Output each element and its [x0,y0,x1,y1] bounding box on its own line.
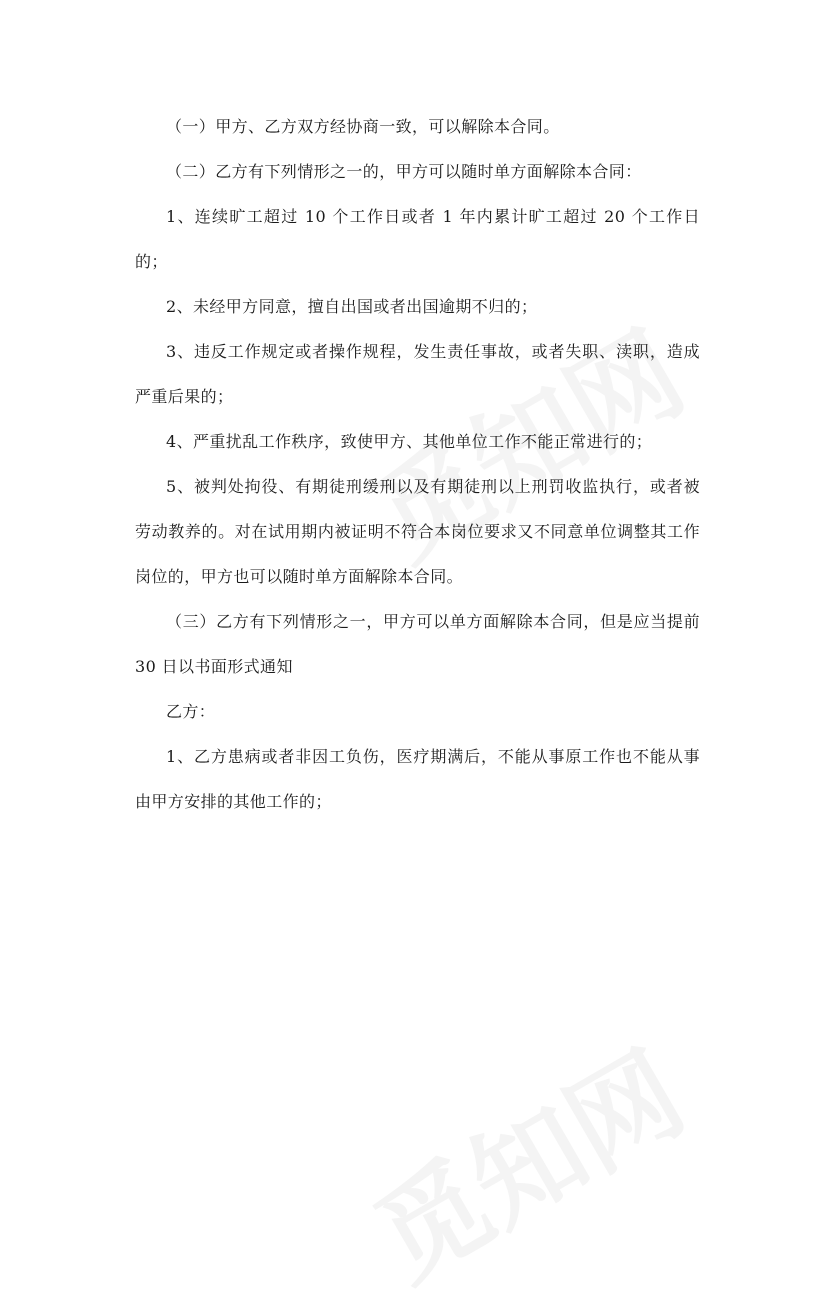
document-body [135,104,700,824]
paragraph-item-disrupting-order: 4、严重扰乱工作秩序，致使甲方、其他单位工作不能正常进行的； [166,432,653,451]
paragraph-notice-termination-heading: （三）乙方有下列情形之一，甲方可以单方面解除本合同，但是应当提前 30 日以书面形式通知 [135,612,700,676]
paragraph-item-violation: 3、违反工作规定或者操作规程，发生责任事故，或者失职、渎职，造成严重后果的； [135,342,700,406]
paragraph-mutual-termination: （一）甲方、乙方双方经协商一致，可以解除本合同。 [166,117,560,136]
watermark [343,1008,708,1310]
paragraph-item-absenteeism: 1、连续旷工超过 10 个工作日或者 1 年内累计旷工超过 20 个工作日的； [135,207,700,271]
paragraph-item-illness: 1、乙方患病或者非因工负伤，医疗期满后，不能从事原工作也不能从事由甲方安排的其他工作的； [135,747,700,811]
paragraph-unilateral-termination-heading: （二）乙方有下列情形之一的，甲方可以随时单方面解除本合同： [166,162,642,181]
paragraph-item-unauthorized-abroad: 2、未经甲方同意，擅自出国或者出国逾期不归的； [166,297,538,316]
paragraph-party-b-label: 乙方： [166,702,216,721]
paragraph-item-criminal: 5、被判处拘役、有期徒刑缓刑以及有期徒刑以上刑罚收监执行，或者被劳动教养的。对在试用期内被证明不符合本岗位要求又不同意单位调整其工作岗位的，甲方也可以随时单方面解除本合同。 [135,477,700,586]
